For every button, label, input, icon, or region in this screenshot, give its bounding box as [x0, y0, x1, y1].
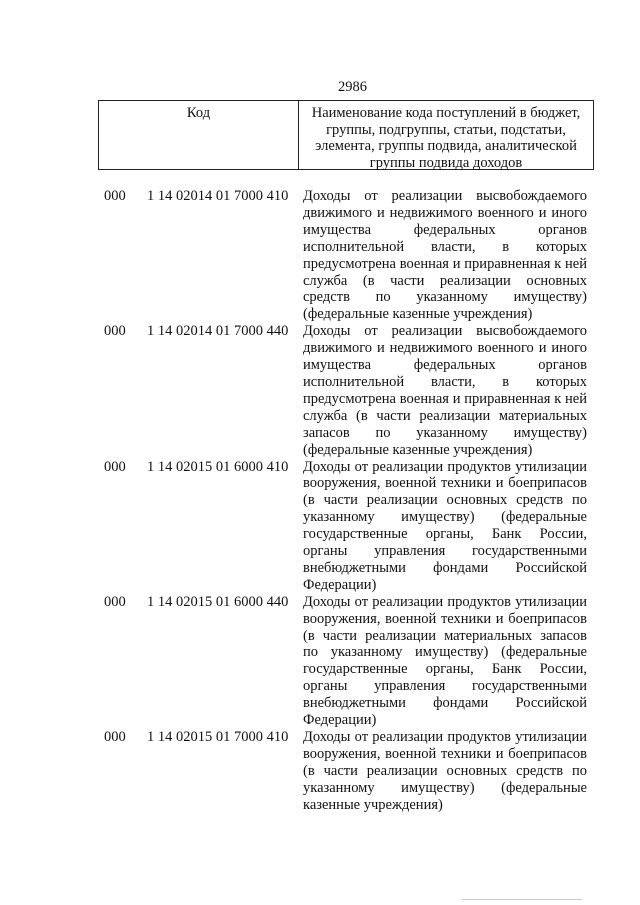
admin-code: 000: [104, 188, 126, 204]
revenue-code: 1 14 02015 01 7000 410: [147, 729, 289, 745]
scan-artifact-line: [462, 899, 582, 900]
admin-code: 000: [104, 458, 126, 475]
header-code-column: Код: [99, 101, 299, 169]
revenue-description: Доходы от реализации продуктов утилизации вооружения, военной техники и боеприпасов (в части реализации материальных запасов по указанному имуществу) (федеральные государственные органы, Банк России, органы управления государственными внебюджетными фондами Российской Федерации): [303, 593, 587, 729]
admin-code: 000: [104, 593, 126, 610]
revenue-description: Доходы от реализации продуктов утилизации вооружения, военной техники и боеприпасов (в части реализации основных средств по указанному имуществу) (федеральные государственные органы, Банк России, органы управления государственными внебюджетными фондами Российской Федерации): [303, 458, 587, 593]
revenue-code: 1 14 02014 01 7000 440: [147, 323, 289, 340]
header-name-column: Наименование кода поступлений в бюджет, группы, подгруппы, статьи, подстатьи, элемента, группы подвида, аналитической группы подвида доходов: [311, 105, 581, 171]
table-row: [0, 594, 640, 729]
revenue-code-list: [0, 188, 640, 814]
table-row: [0, 729, 640, 814]
admin-code: 000: [104, 323, 126, 340]
revenue-description: Доходы от реализации высвобождаемого движимого и недвижимого военного и иного имущества федеральных органов исполнительной власти, в которых предусмотрена военная и приравненная к ней служба (в части реализации материальных запасов по указанному имуществу) (федеральные казенные учреждения): [303, 323, 587, 458]
admin-code: 000: [104, 729, 126, 745]
revenue-code: 1 14 02014 01 7000 410: [147, 188, 289, 204]
page-number: 2986: [338, 79, 367, 95]
revenue-code: 1 14 02015 01 6000 440: [147, 593, 289, 610]
table-row: [0, 323, 640, 458]
revenue-description: Доходы от реализации продуктов утилизации вооружения, военной техники и боеприпасов (в части реализации основных средств по указанному имуществу) (федеральные казенные учреждения): [303, 729, 587, 813]
table-row: [0, 188, 640, 323]
revenue-description: Доходы от реализации высвобождаемого движимого и недвижимого военного и иного имущества федеральных органов исполнительной власти, в которых предусмотрена военная и приравненная к ней служба (в части реализации основных средств по указанному имуществу) (федеральные казенные учреждения): [303, 188, 587, 323]
revenue-code: 1 14 02015 01 6000 410: [147, 458, 289, 475]
table-header: [98, 100, 594, 170]
table-row: [0, 459, 640, 594]
